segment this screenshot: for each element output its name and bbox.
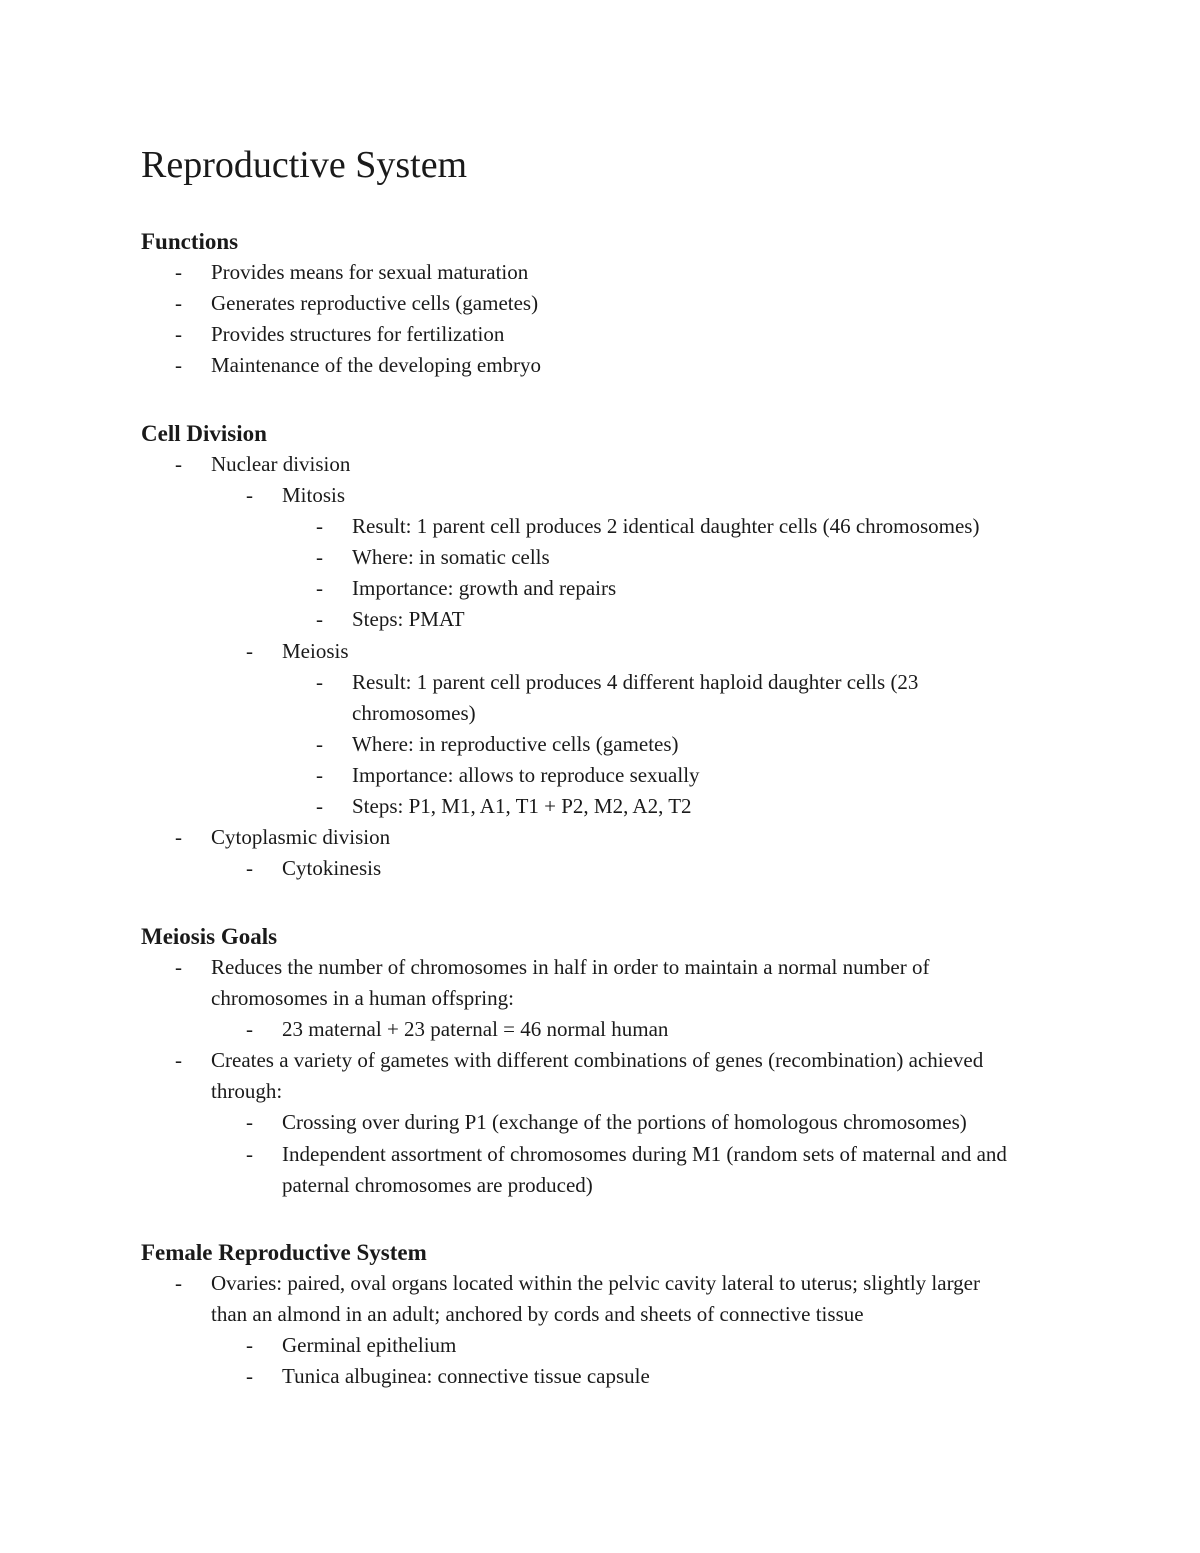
list-item: - 23 maternal + 23 paternal = 46 normal human [141, 1014, 1101, 1045]
list-item: - Generates reproductive cells (gametes) [141, 288, 1101, 319]
list-item: - Cytokinesis [141, 853, 1101, 884]
list-item: - Meiosis [141, 636, 1101, 667]
dash-bullet: - [316, 762, 323, 787]
list-item: - Crossing over during P1 (exchange of the portions of homologous chromosomes) [141, 1107, 1101, 1138]
dash-bullet: - [246, 483, 253, 508]
dash-bullet: - [316, 576, 323, 601]
dash-bullet: - [246, 1110, 253, 1135]
dash-bullet: - [175, 452, 182, 476]
list-item: - Reduces the number of chromosomes in half in order to maintain a normal number of chromosomes in a human offspring: [141, 952, 1031, 1014]
dash-bullet: - [246, 1141, 253, 1166]
dash-bullet: - [316, 731, 323, 756]
section-heading: Female Reproductive System [141, 1240, 427, 1265]
list-item: - Maintenance of the developing embryo [141, 350, 1101, 381]
dash-bullet: - [246, 1364, 253, 1389]
list-item: - Provides means for sexual maturation [141, 257, 1101, 288]
list-item: - Importance: growth and repairs [141, 573, 1101, 604]
dash-bullet: - [175, 353, 182, 378]
dash-bullet: - [246, 856, 253, 881]
dash-bullet: - [175, 825, 182, 850]
section-heading: Meiosis Goals [141, 924, 278, 949]
section-functions [141, 226, 1101, 381]
list-item: - Steps: PMAT [141, 604, 1101, 635]
dash-bullet: - [175, 1271, 182, 1295]
dash-bullet: - [316, 669, 323, 694]
dash-bullet: - [246, 638, 253, 663]
list-item: - Steps: P1, M1, A1, T1 + P2, M2, A2, T2 [141, 791, 1101, 822]
section-cell-division [141, 418, 1101, 884]
section-meiosis-goals [141, 921, 1101, 1201]
section-heading: Functions [141, 229, 239, 254]
list-item: - Germinal epithelium [141, 1330, 1101, 1361]
list-item: - Result: 1 parent cell produces 2 identical daughter cells (46 chromosomes) [141, 511, 1101, 542]
dash-bullet: - [175, 291, 182, 316]
list-item: - Nuclear division [141, 449, 1101, 480]
dash-bullet: - [175, 955, 182, 979]
document-title: Reproductive System [141, 144, 468, 186]
list-item: - Cytoplasmic division [141, 822, 1101, 853]
list-item: - Result: 1 parent cell produces 4 different haploid daughter cells (23 chromosomes) [141, 667, 992, 729]
dash-bullet: - [316, 514, 323, 539]
list-item: - Tunica albuginea: connective tissue capsule [141, 1361, 1101, 1392]
section-female-reproductive [141, 1237, 1101, 1392]
dash-bullet: - [316, 794, 323, 819]
dash-bullet: - [316, 607, 323, 632]
list-item: - Mitosis [141, 480, 1101, 511]
dash-bullet: - [246, 1017, 253, 1042]
list-item: - Where: in reproductive cells (gametes) [141, 729, 1101, 760]
section-heading: Cell Division [141, 421, 267, 446]
list-item: - Ovaries: paired, oval organs located within the pelvic cavity lateral to uterus; slightly larger than an almond in an adult; anchored by cords and sheets of connective tissue [141, 1268, 1016, 1330]
dash-bullet: - [175, 322, 182, 347]
list-item: - Importance: allows to reproduce sexually [141, 760, 1101, 791]
dash-bullet: - [175, 1048, 182, 1073]
dash-bullet: - [246, 1333, 253, 1358]
dash-bullet: - [175, 260, 182, 284]
list-item: - Creates a variety of gametes with different combinations of genes (recombination) achieved through: [141, 1045, 1011, 1107]
list-item: - Provides structures for fertilization [141, 319, 1101, 350]
dash-bullet: - [316, 545, 323, 570]
list-item: - Where: in somatic cells [141, 542, 1101, 573]
list-item: - Independent assortment of chromosomes during M1 (random sets of maternal and and paternal chromosomes are produced) [141, 1139, 1067, 1201]
